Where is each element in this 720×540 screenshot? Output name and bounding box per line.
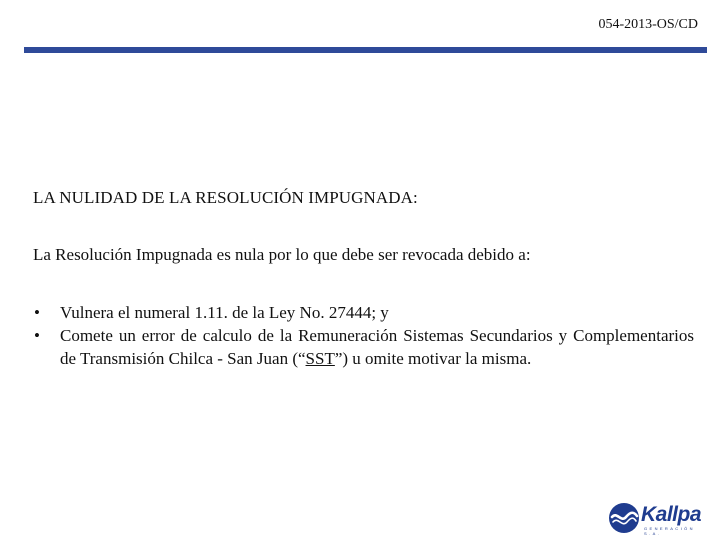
company-logo: [608, 500, 714, 536]
sst-abbreviation: SST: [305, 349, 335, 368]
list-item: [30, 301, 694, 324]
list-item-text: Vulnera el numeral 1.11. de la Ley No. 27444; y: [60, 303, 389, 322]
logo-wordmark: Kallpa: [641, 503, 702, 526]
intro-paragraph: La Resolución Impugnada es nula por lo que debe ser revocada debido a:: [33, 245, 531, 264]
list-item: [30, 324, 694, 370]
document-code: 054-2013-OS/CD: [598, 17, 698, 32]
list-item-text-end: ”) u omite motivar la misma.: [334, 349, 532, 368]
reason-list: [30, 301, 694, 370]
list-item-text-start: Comete un error de calculo de la Remuneración Sistemas Secundarios y Complementarios de Transmisión Chilca - San Juan (“: [60, 326, 694, 368]
header-rule-bar: [24, 47, 707, 53]
bullet-icon: •: [34, 303, 40, 322]
section-title: LA NULIDAD DE LA RESOLUCIÓN IMPUGNADA:: [33, 188, 418, 207]
bullet-icon: •: [34, 326, 40, 345]
logo-tagline: GENERACIÓN S.A.: [644, 526, 695, 536]
kallpa-wave-logo-icon: [608, 502, 640, 534]
